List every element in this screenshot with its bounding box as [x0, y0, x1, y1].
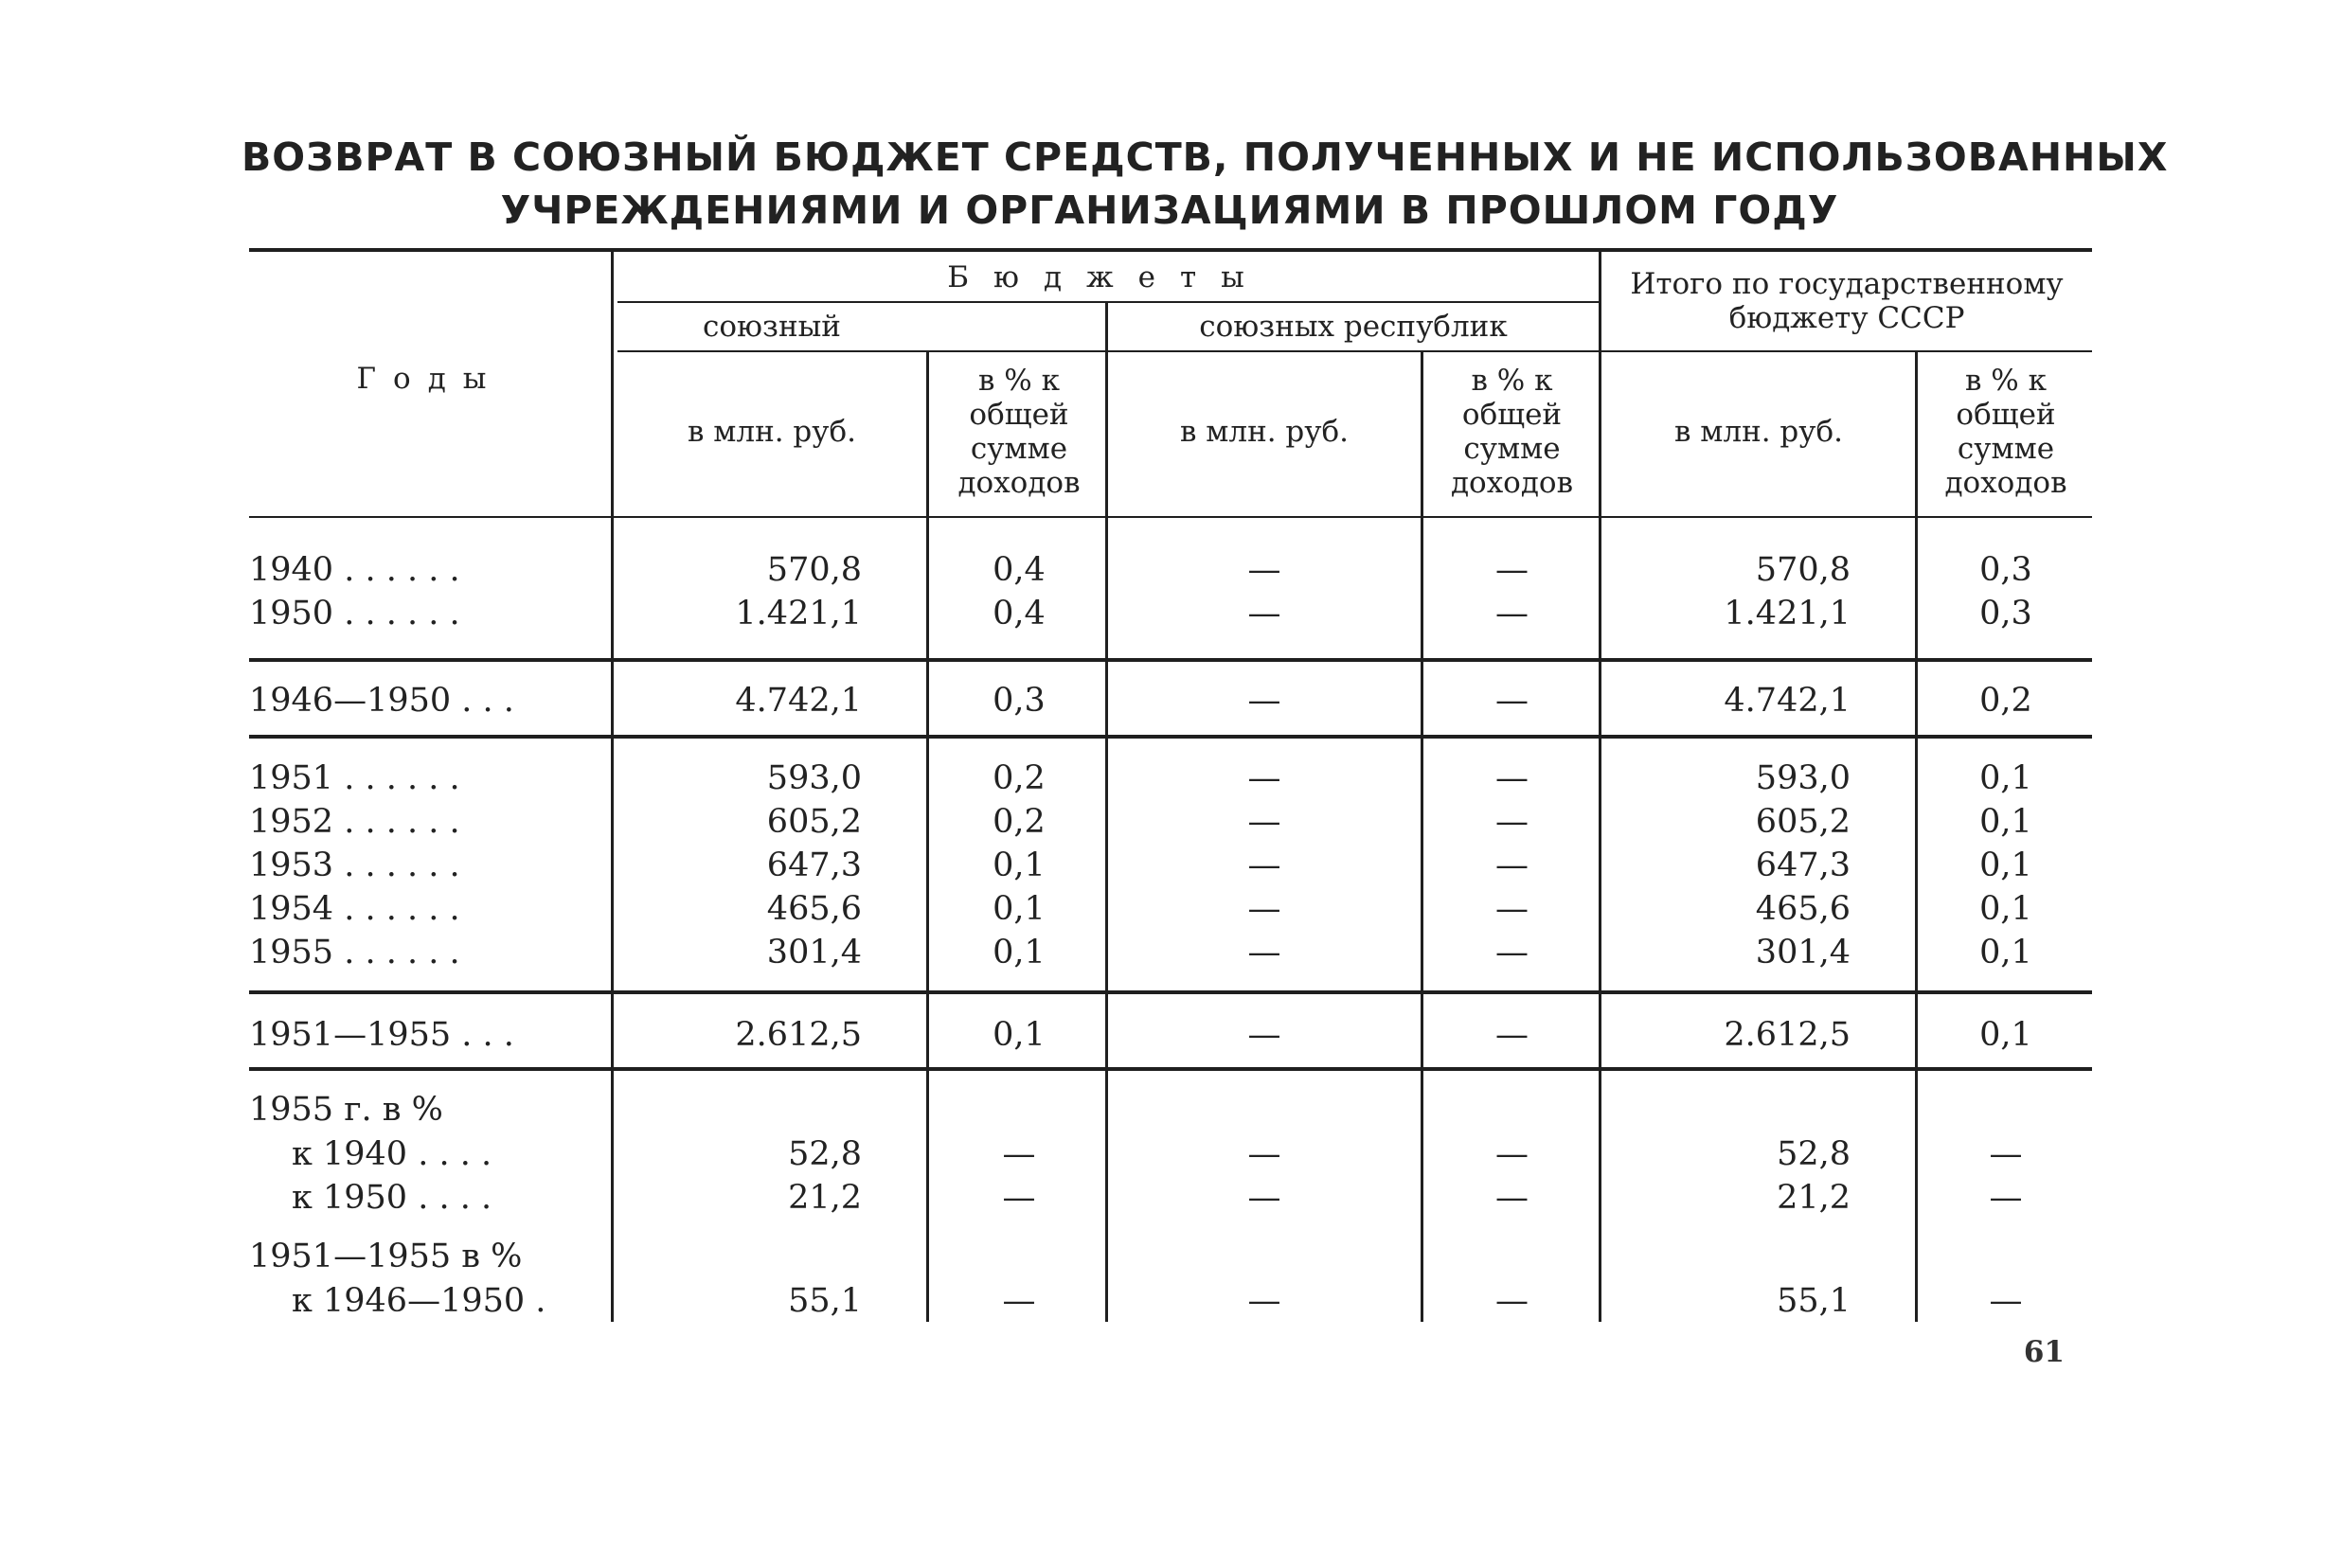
cell-r1951-total-mln: 593,0	[1755, 759, 1851, 797]
cell-r1955-total-pct: 0,1	[1979, 934, 2032, 971]
cell-r1954-total-mln: 465,6	[1755, 890, 1851, 928]
cell-r4650-union-mln: 4.742,1	[735, 682, 862, 720]
rule-1	[249, 658, 2092, 662]
cell-r4650-union-pct: 0,3	[993, 682, 1046, 720]
col-sep-6	[1915, 352, 1918, 1322]
cell-r1953-rep-mln: —	[1247, 846, 1281, 884]
header-total-mln: в млн. руб.	[1673, 415, 1844, 449]
cell-r5155-year: 1951—1955 . . .	[249, 1016, 514, 1054]
cell-r1940-union-mln: 570,8	[766, 551, 862, 589]
cell-r5155-union-mln: 2.612,5	[735, 1016, 862, 1054]
cell-r4650p-rep-mln: —	[1247, 1282, 1281, 1320]
cell-r1950p-union-mln: 21,2	[788, 1179, 862, 1217]
rule-2	[249, 735, 2092, 739]
header-rep-pct: в % к общей сумме доходов	[1450, 364, 1574, 500]
cell-r1950-union-mln: 1.421,1	[735, 595, 862, 633]
cell-r1940-rep-mln: —	[1247, 551, 1281, 589]
cell-r1951-rep-mln: —	[1247, 759, 1281, 797]
cell-r1940p-total-mln: 52,8	[1777, 1135, 1851, 1173]
cell-r1953-union-mln: 647,3	[766, 846, 862, 884]
cell-r1950-total-mln: 1.421,1	[1724, 595, 1851, 633]
rule-4	[249, 1067, 2092, 1071]
cell-r1954-total-pct: 0,1	[1979, 890, 2032, 928]
cell-r1954-union-pct: 0,1	[993, 890, 1046, 928]
cell-r1950-union-pct: 0,4	[993, 595, 1046, 633]
cell-r1951-total-pct: 0,1	[1979, 759, 2032, 797]
cell-r1951-union-pct: 0,2	[993, 759, 1046, 797]
page-title	[241, 131, 2169, 237]
rule-header-bottom	[249, 516, 2092, 518]
cell-r1951-rep-pct: —	[1495, 759, 1529, 797]
cell-r1953-total-mln: 647,3	[1755, 846, 1851, 884]
cell-r4650-total-mln: 4.742,1	[1724, 682, 1851, 720]
header-budgets: Бюджеты	[947, 260, 1269, 294]
header-years: Годы	[356, 362, 504, 396]
cell-r1953-union-pct: 0,1	[993, 846, 1046, 884]
header-total-pct: в % к общей сумме доходов	[1944, 364, 2067, 500]
cell-r1955-rep-pct: —	[1495, 934, 1529, 971]
cell-r1952-total-pct: 0,1	[1979, 803, 2032, 841]
cell-r1952-year: 1952 . . . . . .	[249, 803, 460, 841]
cell-r1952-union-pct: 0,2	[993, 803, 1046, 841]
header-rep-mln: в млн. руб.	[1179, 415, 1350, 449]
cell-r4650-year: 1946—1950 . . .	[249, 682, 514, 720]
cell-r4650-rep-mln: —	[1247, 682, 1281, 720]
cell-r1950-total-pct: 0,3	[1979, 595, 2032, 633]
col-sep-4	[1421, 352, 1423, 1322]
page-number: 61	[2023, 1335, 2065, 1369]
cell-r1954-union-mln: 465,6	[766, 890, 862, 928]
cell-r1955-year: 1955 . . . . . .	[249, 934, 460, 971]
cell-r1940-year: 1940 . . . . . .	[249, 551, 460, 589]
cell-r1940p-union-mln: 52,8	[788, 1135, 862, 1173]
cell-r1940-total-pct: 0,3	[1979, 551, 2032, 589]
col-sep-2	[926, 352, 929, 1322]
cell-r5155-rep-pct: —	[1495, 1016, 1529, 1054]
cell-r1940p-rep-mln: —	[1247, 1135, 1281, 1173]
title-line-2: УЧРЕЖДЕНИЯМИ И ОРГАНИЗАЦИЯМИ В ПРОШЛОМ ГОДУ	[500, 187, 1839, 233]
pct-heading-1951-1955: 1951—1955 в %	[249, 1238, 523, 1275]
cell-r1952-rep-mln: —	[1247, 803, 1281, 841]
cell-r1955-union-mln: 301,4	[766, 934, 862, 971]
col-sep-5	[1599, 252, 1601, 1322]
cell-r4650p-year: к 1946—1950 .	[292, 1282, 546, 1320]
cell-r1950p-rep-mln: —	[1247, 1179, 1281, 1217]
col-sep-1	[611, 252, 614, 1322]
cell-r5155-total-mln: 2.612,5	[1724, 1016, 1851, 1054]
cell-r1950p-union-pct: —	[1002, 1179, 1036, 1217]
cell-r1940p-rep-pct: —	[1495, 1135, 1529, 1173]
cell-r1950p-year: к 1950 . . . .	[292, 1179, 492, 1217]
header-union-mln: в млн. руб.	[687, 415, 857, 449]
rule-3	[249, 990, 2092, 994]
title-line-1: ВОЗВРАТ В СОЮЗНЫЙ БЮДЖЕТ СРЕДСТВ, ПОЛУЧЕННЫХ И НЕ ИСПОЛЬЗОВАННЫХ	[241, 134, 2169, 180]
cell-r1953-total-pct: 0,1	[1979, 846, 2032, 884]
cell-r1940p-union-pct: —	[1002, 1135, 1036, 1173]
header-union: союзный	[703, 310, 841, 344]
cell-r1955-rep-mln: —	[1247, 934, 1281, 971]
cell-r1940-total-mln: 570,8	[1755, 551, 1851, 589]
cell-r5155-union-pct: 0,1	[993, 1016, 1046, 1054]
cell-r1953-year: 1953 . . . . . .	[249, 846, 460, 884]
header-union-pct: в % к общей сумме доходов	[957, 364, 1081, 500]
cell-r4650p-union-mln: 55,1	[788, 1282, 862, 1320]
cell-r1950p-total-mln: 21,2	[1777, 1179, 1851, 1217]
cell-r1940p-total-pct: —	[1989, 1135, 2023, 1173]
cell-r1955-union-pct: 0,1	[993, 934, 1046, 971]
cell-r4650p-union-pct: —	[1002, 1282, 1036, 1320]
cell-r1950p-rep-pct: —	[1495, 1179, 1529, 1217]
cell-r1951-union-mln: 593,0	[766, 759, 862, 797]
cell-r5155-rep-mln: —	[1247, 1016, 1281, 1054]
cell-r1952-union-mln: 605,2	[766, 803, 862, 841]
cell-r1954-year: 1954 . . . . . .	[249, 890, 460, 928]
cell-r4650-rep-pct: —	[1495, 682, 1529, 720]
cell-r1955-total-mln: 301,4	[1755, 934, 1851, 971]
cell-r1940p-year: к 1940 . . . .	[292, 1135, 492, 1173]
cell-r1950-rep-pct: —	[1495, 595, 1529, 633]
cell-r1950p-total-pct: —	[1989, 1179, 2023, 1217]
cell-r4650p-total-pct: —	[1989, 1282, 2023, 1320]
cell-r1950-year: 1950 . . . . . .	[249, 595, 460, 633]
header-republics: союзных республик	[1199, 310, 1508, 344]
cell-r4650p-total-mln: 55,1	[1777, 1282, 1851, 1320]
cell-r1950-rep-mln: —	[1247, 595, 1281, 633]
cell-r1954-rep-mln: —	[1247, 890, 1281, 928]
cell-r1952-total-mln: 605,2	[1755, 803, 1851, 841]
rule-top	[249, 248, 2092, 252]
cell-r4650-total-pct: 0,2	[1979, 682, 2032, 720]
rule-subhead	[617, 350, 2092, 352]
cell-r1940-union-pct: 0,4	[993, 551, 1046, 589]
cell-r4650p-rep-pct: —	[1495, 1282, 1529, 1320]
cell-r1951-year: 1951 . . . . . .	[249, 759, 460, 797]
pct-heading-1955: 1955 г. в %	[249, 1091, 443, 1129]
cell-r1952-rep-pct: —	[1495, 803, 1529, 841]
header-total: Итого по государственному бюджету СССР	[1630, 267, 2064, 335]
rule-budgets	[617, 301, 1599, 303]
cell-r1954-rep-pct: —	[1495, 890, 1529, 928]
cell-r1953-rep-pct: —	[1495, 846, 1529, 884]
cell-r5155-total-pct: 0,1	[1979, 1016, 2032, 1054]
cell-r1940-rep-pct: —	[1495, 551, 1529, 589]
